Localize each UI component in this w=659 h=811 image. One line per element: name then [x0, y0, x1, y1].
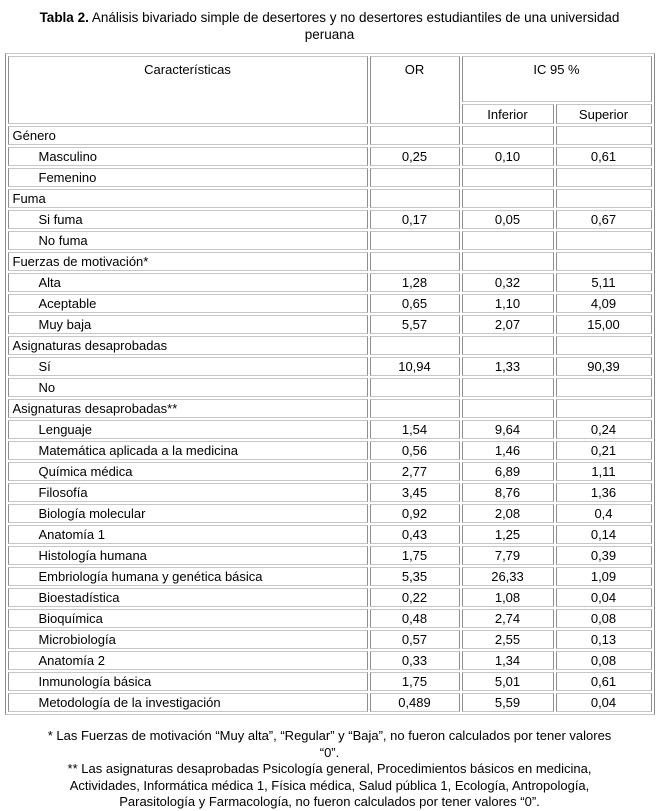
ic-inferior-value: 1,10 — [462, 294, 554, 313]
table-row — [8, 588, 652, 607]
ic-superior-value: 1,11 — [556, 462, 652, 481]
footnote-line: Parasitología y Farmacología, no fueron calculados por tener valores “0”. — [119, 794, 540, 809]
or-value: 0,17 — [370, 210, 460, 229]
row-item-label: No — [8, 378, 368, 397]
table-row — [8, 189, 652, 208]
ic-superior-value: 0,08 — [556, 651, 652, 670]
ic-superior-value: 0,04 — [556, 588, 652, 607]
table-row — [8, 168, 652, 187]
or-value — [370, 126, 460, 145]
ic-superior-value — [556, 252, 652, 271]
footnote-line: ** Las asignaturas desaprobadas Psicología general, Procedimientos básicos en medicina, — [67, 761, 592, 776]
table-row — [8, 399, 652, 418]
ic-inferior-value — [462, 336, 554, 355]
ic-superior-value — [556, 126, 652, 145]
footnote-line: Actividades, Informática médica 1, Física médica, Salud pública 1, Ecología, Antropología, — [69, 777, 590, 793]
ic-inferior-value — [462, 189, 554, 208]
table-row — [8, 483, 652, 502]
or-value — [370, 231, 460, 250]
ic-inferior-value — [462, 231, 554, 250]
row-item-label: Muy baja — [8, 315, 368, 334]
or-value — [370, 168, 460, 187]
or-value: 0,65 — [370, 294, 460, 313]
table-row — [8, 378, 652, 397]
ic-inferior-value: 2,07 — [462, 315, 554, 334]
table-body — [8, 126, 652, 712]
or-value: 5,35 — [370, 567, 460, 586]
table-row — [8, 273, 652, 292]
ic-superior-value: 0,13 — [556, 630, 652, 649]
ic-superior-value: 0,39 — [556, 546, 652, 565]
table-row — [8, 672, 652, 691]
row-category-label: Género — [8, 126, 368, 145]
table-row — [8, 525, 652, 544]
table-row — [8, 294, 652, 313]
ic-inferior-value: 2,55 — [462, 630, 554, 649]
bivariate-analysis-table — [5, 53, 655, 715]
ic-inferior-value: 7,79 — [462, 546, 554, 565]
ic-inferior-value: 5,59 — [462, 693, 554, 712]
row-item-label: Histología humana — [8, 546, 368, 565]
table-title — [40, 9, 620, 43]
ic-superior-header: Superior — [556, 104, 652, 124]
footnote-1 — [15, 728, 645, 761]
table-header — [8, 56, 652, 124]
footnote-line: “0”. — [319, 744, 340, 760]
footnotes — [15, 728, 645, 811]
or-value — [370, 378, 460, 397]
or-value: 0,56 — [370, 441, 460, 460]
table-row — [8, 252, 652, 271]
or-value: 0,57 — [370, 630, 460, 649]
or-value: 0,48 — [370, 609, 460, 628]
table-row — [8, 357, 652, 376]
or-value: 0,92 — [370, 504, 460, 523]
ic-inferior-value — [462, 399, 554, 418]
table-row — [8, 630, 652, 649]
table-row — [8, 651, 652, 670]
table-row — [8, 504, 652, 523]
ic-superior-value: 0,24 — [556, 420, 652, 439]
row-item-label: Biología molecular — [8, 504, 368, 523]
table-row — [8, 147, 652, 166]
table-row — [8, 420, 652, 439]
footnote-2 — [15, 761, 645, 811]
ic-superior-value: 1,36 — [556, 483, 652, 502]
or-header: OR — [370, 56, 460, 124]
ic-superior-value — [556, 231, 652, 250]
row-item-label: Femenino — [8, 168, 368, 187]
row-item-label: Lenguaje — [8, 420, 368, 439]
table-row — [8, 126, 652, 145]
table-row — [8, 462, 652, 481]
row-item-label: Filosofía — [8, 483, 368, 502]
ic-inferior-value: 1,25 — [462, 525, 554, 544]
header-row-1 — [8, 56, 652, 102]
ic-inferior-value: 9,64 — [462, 420, 554, 439]
row-item-label: Embriología humana y genética básica — [8, 567, 368, 586]
or-value: 0,43 — [370, 525, 460, 544]
row-item-label: Microbiología — [8, 630, 368, 649]
ic-superior-value: 0,4 — [556, 504, 652, 523]
row-category-label: Asignaturas desaprobadas — [8, 336, 368, 355]
characteristics-header: Características — [8, 56, 368, 124]
ic-superior-value: 4,09 — [556, 294, 652, 313]
table-title-text: Análisis bivariado simple de desertores y no desertores estudiantiles de una universidad peruana — [91, 10, 620, 42]
page — [0, 9, 659, 807]
row-item-label: Sí — [8, 357, 368, 376]
ic-superior-value: 0,67 — [556, 210, 652, 229]
ic-superior-value: 5,11 — [556, 273, 652, 292]
or-value: 1,28 — [370, 273, 460, 292]
or-value: 1,75 — [370, 546, 460, 565]
or-value: 0,33 — [370, 651, 460, 670]
row-item-label: Bioquímica — [8, 609, 368, 628]
table-row — [8, 567, 652, 586]
ic-superior-value: 0,61 — [556, 147, 652, 166]
ic-inferior-value: 6,89 — [462, 462, 554, 481]
row-category-label: Fuma — [8, 189, 368, 208]
table-row — [8, 315, 652, 334]
table-row — [8, 693, 652, 712]
table-title-label: Tabla 2. — [39, 10, 89, 25]
ic-inferior-value: 2,08 — [462, 504, 554, 523]
row-item-label: Metodología de la investigación — [8, 693, 368, 712]
or-value: 0,489 — [370, 693, 460, 712]
or-value: 5,57 — [370, 315, 460, 334]
or-value: 10,94 — [370, 357, 460, 376]
row-item-label: Anatomía 1 — [8, 525, 368, 544]
table-row — [8, 210, 652, 229]
or-value — [370, 252, 460, 271]
ic-superior-value: 15,00 — [556, 315, 652, 334]
or-value — [370, 399, 460, 418]
ic-inferior-value: 26,33 — [462, 567, 554, 586]
or-value: 2,77 — [370, 462, 460, 481]
row-item-label: Química médica — [8, 462, 368, 481]
ic-superior-value: 0,61 — [556, 672, 652, 691]
row-item-label: Masculino — [8, 147, 368, 166]
or-value: 1,75 — [370, 672, 460, 691]
ic-superior-value — [556, 336, 652, 355]
row-category-label: Asignaturas desaprobadas** — [8, 399, 368, 418]
row-item-label: Matemática aplicada a la medicina — [8, 441, 368, 460]
ic95-header: IC 95 % — [462, 56, 652, 102]
ic-inferior-value: 0,10 — [462, 147, 554, 166]
footnote-line: * Las Fuerzas de motivación “Muy alta”, “Regular” y “Baja”, no fueron calculados por tener valores — [47, 728, 612, 743]
ic-superior-value: 0,14 — [556, 525, 652, 544]
ic-superior-value: 0,21 — [556, 441, 652, 460]
table-row — [8, 546, 652, 565]
ic-inferior-value: 1,46 — [462, 441, 554, 460]
ic-inferior-value: 0,05 — [462, 210, 554, 229]
row-item-label: Alta — [8, 273, 368, 292]
ic-inferior-header: Inferior — [462, 104, 554, 124]
ic-superior-value — [556, 399, 652, 418]
or-value: 3,45 — [370, 483, 460, 502]
ic-inferior-value: 1,33 — [462, 357, 554, 376]
row-item-label: No fuma — [8, 231, 368, 250]
table-row — [8, 441, 652, 460]
ic-superior-value: 1,09 — [556, 567, 652, 586]
table-row — [8, 609, 652, 628]
ic-inferior-value: 1,08 — [462, 588, 554, 607]
or-value — [370, 336, 460, 355]
row-item-label: Si fuma — [8, 210, 368, 229]
ic-superior-value: 0,04 — [556, 693, 652, 712]
ic-superior-value — [556, 378, 652, 397]
table-row — [8, 231, 652, 250]
ic-superior-value: 90,39 — [556, 357, 652, 376]
ic-inferior-value: 5,01 — [462, 672, 554, 691]
row-item-label: Anatomía 2 — [8, 651, 368, 670]
or-value: 0,22 — [370, 588, 460, 607]
or-value — [370, 189, 460, 208]
ic-superior-value: 0,08 — [556, 609, 652, 628]
ic-inferior-value — [462, 378, 554, 397]
or-value: 1,54 — [370, 420, 460, 439]
ic-superior-value — [556, 189, 652, 208]
ic-inferior-value: 8,76 — [462, 483, 554, 502]
row-category-label: Fuerzas de motivación* — [8, 252, 368, 271]
row-item-label: Inmunología básica — [8, 672, 368, 691]
or-value: 0,25 — [370, 147, 460, 166]
table-row — [8, 336, 652, 355]
ic-inferior-value — [462, 126, 554, 145]
ic-inferior-value — [462, 168, 554, 187]
row-item-label: Aceptable — [8, 294, 368, 313]
ic-inferior-value — [462, 252, 554, 271]
row-item-label: Bioestadística — [8, 588, 368, 607]
ic-inferior-value: 2,74 — [462, 609, 554, 628]
ic-inferior-value: 1,34 — [462, 651, 554, 670]
ic-inferior-value: 0,32 — [462, 273, 554, 292]
ic-superior-value — [556, 168, 652, 187]
